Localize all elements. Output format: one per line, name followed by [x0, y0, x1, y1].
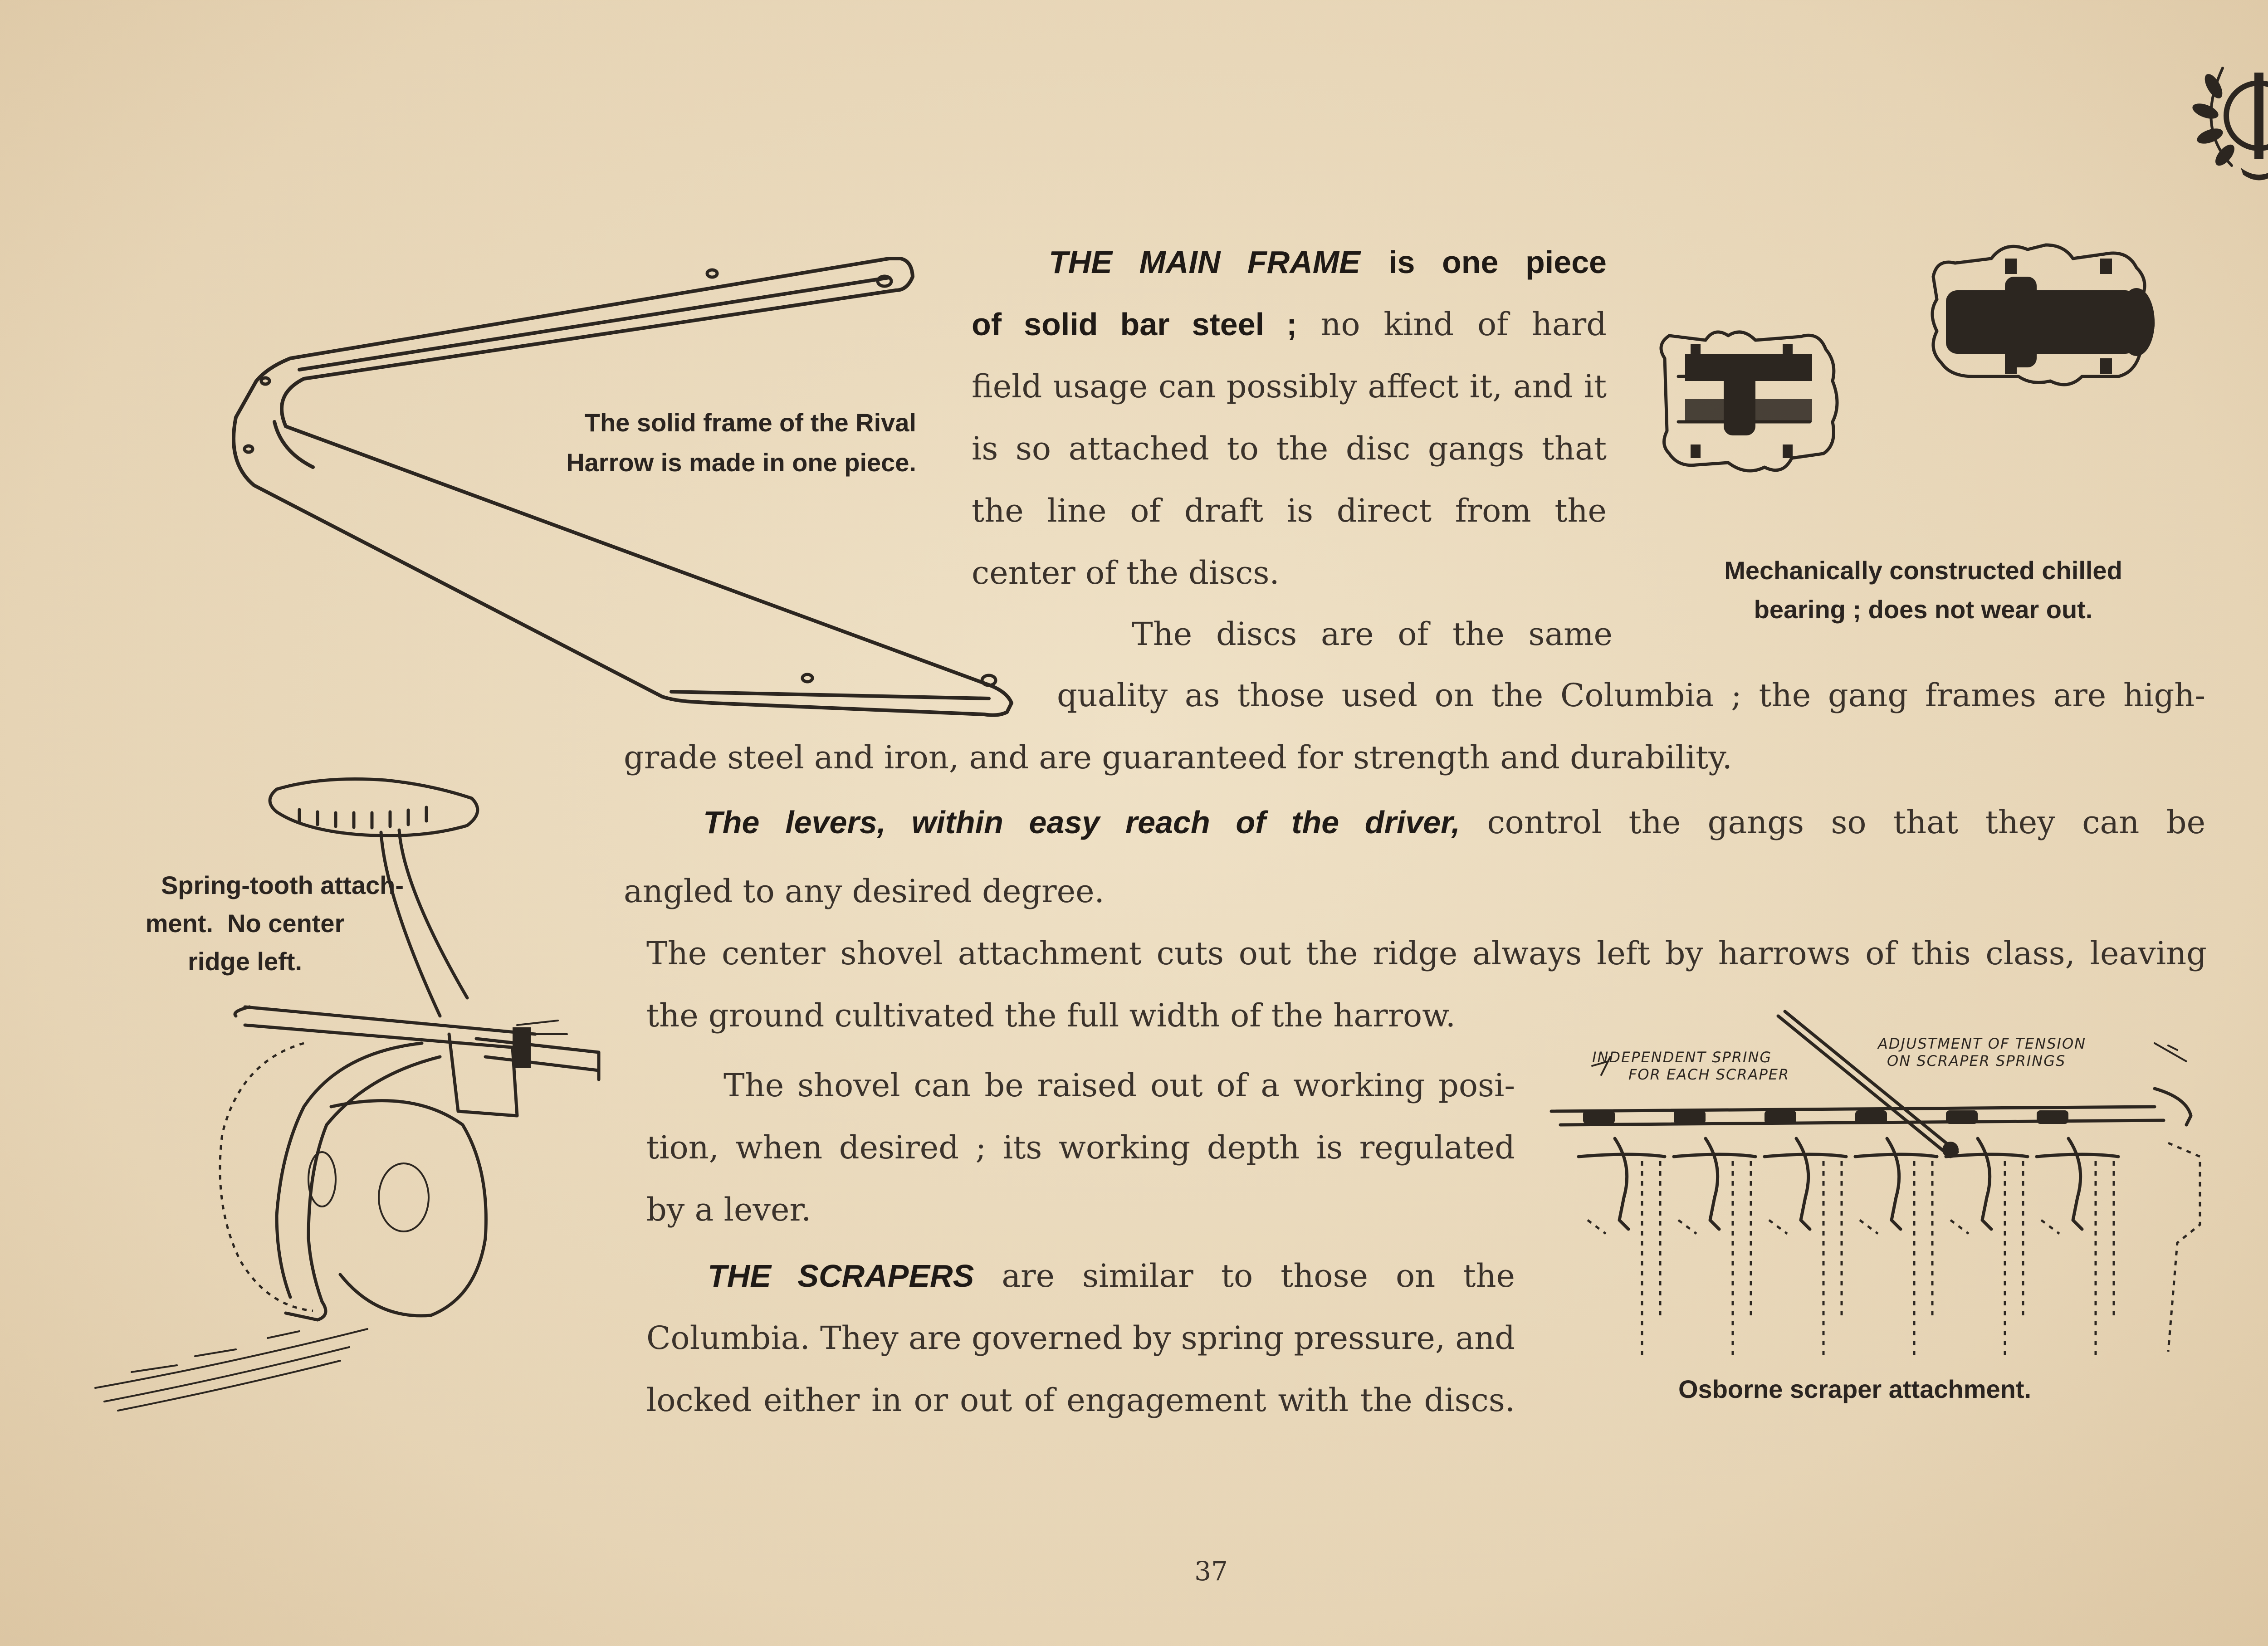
p5-line-1: The shovel can be raised out of a working posi- [723, 1067, 1515, 1104]
p6-l1-rest: are similar to those on the [1002, 1257, 1515, 1294]
main-frame-caption [454, 403, 916, 483]
p1-line-2 [972, 293, 1607, 356]
p5-line-2: tion, when desired ; its working depth is regulated [646, 1129, 1515, 1166]
paragraph-scrapers [646, 1245, 1515, 1431]
p4-line-1: The center shovel attachment cuts out the ridge always left by harrows of this class, leaving [646, 935, 2207, 972]
p1-line-1 [972, 231, 1607, 293]
p6-line-1 [646, 1245, 1515, 1307]
main-frame-caption-line2: Harrow is made in one piece. [566, 448, 916, 477]
p3-line-1 [624, 791, 2205, 854]
bearing-caption-line2: bearing ; does not wear out. [1754, 595, 2093, 624]
label-independent-spring [1592, 1049, 1789, 1083]
discs-same-quality: The discs are of the same [1132, 615, 1613, 653]
wreath-monogram-icon [2182, 36, 2268, 190]
p2-l2-text: quality as those used on the Columbia ; the gang frames are high- [1057, 677, 2205, 714]
spring-tooth-attachment-icon [86, 762, 631, 1420]
label-spring-line1: INDEPENDENT SPRING [1592, 1049, 1772, 1066]
label-spring-line2: FOR EACH SCRAPER [1628, 1066, 1790, 1083]
p4-line-2: the ground cultivated the full width of the harrow. [646, 997, 1456, 1034]
p5-line-3: by a lever. [646, 1191, 811, 1228]
emblem [2182, 36, 2268, 190]
p1-line-6: center of the discs. [972, 554, 1280, 591]
p1-line-4: is so attached to the disc gangs that [972, 430, 1607, 467]
scrapers-heading: THE SCRAPERS [708, 1258, 974, 1294]
p2-line-1 [1132, 603, 1613, 665]
levers-heading: The levers, within easy reach of the driver, [703, 805, 1460, 840]
p6-line-3: locked either in or out of engagement with the discs. [646, 1382, 1515, 1419]
p1-l1-rest: is one piece [1388, 244, 1607, 280]
bearing-caption-line1: Mechanically constructed chilled [1724, 556, 2122, 585]
p1-line-5: the line of draft is direct from the [972, 492, 1607, 529]
paragraph-shovel-raised [646, 1055, 1515, 1241]
main-frame-caption-line1: The solid frame of the Rival [584, 408, 916, 437]
label-tension-line2: ON SCRAPER SPRINGS [1887, 1052, 2066, 1070]
p1-l2-rest: no kind of hard [1320, 306, 1607, 343]
scraper-caption: Osborne scraper attachment. [1678, 1375, 2032, 1403]
label-tension-line1: ADJUSTMENT OF TENSION [1878, 1035, 2087, 1052]
p3-l1-rest: control the gangs so that they can be [1487, 804, 2205, 841]
scraper-figure [1542, 1007, 2223, 1370]
paragraph-main-frame [972, 231, 1607, 604]
chilled-bearing-icon [1647, 231, 2209, 549]
p6-line-2: Columbia. They are governed by spring pressure, and [646, 1319, 1515, 1357]
spring-tooth-caption-line3: ridge left. [187, 947, 303, 976]
solid-bar-steel: of solid bar steel ; [972, 307, 1297, 342]
spring-tooth-caption-line2: ment. No center [145, 909, 345, 938]
harrow-frame-icon [218, 245, 1034, 726]
main-frame-heading: THE MAIN FRAME [1049, 244, 1360, 280]
label-adjustment-tension [1878, 1035, 2086, 1070]
p2-line-2 [1057, 664, 2205, 727]
spring-tooth-caption-line1: Spring-tooth attach- [161, 871, 404, 899]
p3-line-2: angled to any desired degree. [624, 873, 1105, 910]
paragraph-levers [624, 791, 2205, 923]
p1-line-3: field usage can possibly affect it, and it [972, 368, 1607, 405]
bearing-caption [1651, 551, 2195, 629]
page-number: 37 [1194, 1556, 1228, 1587]
p2-line-3: grade steel and iron, and are guaranteed for strength and durability. [624, 739, 1732, 776]
spring-tooth-caption [86, 866, 404, 981]
